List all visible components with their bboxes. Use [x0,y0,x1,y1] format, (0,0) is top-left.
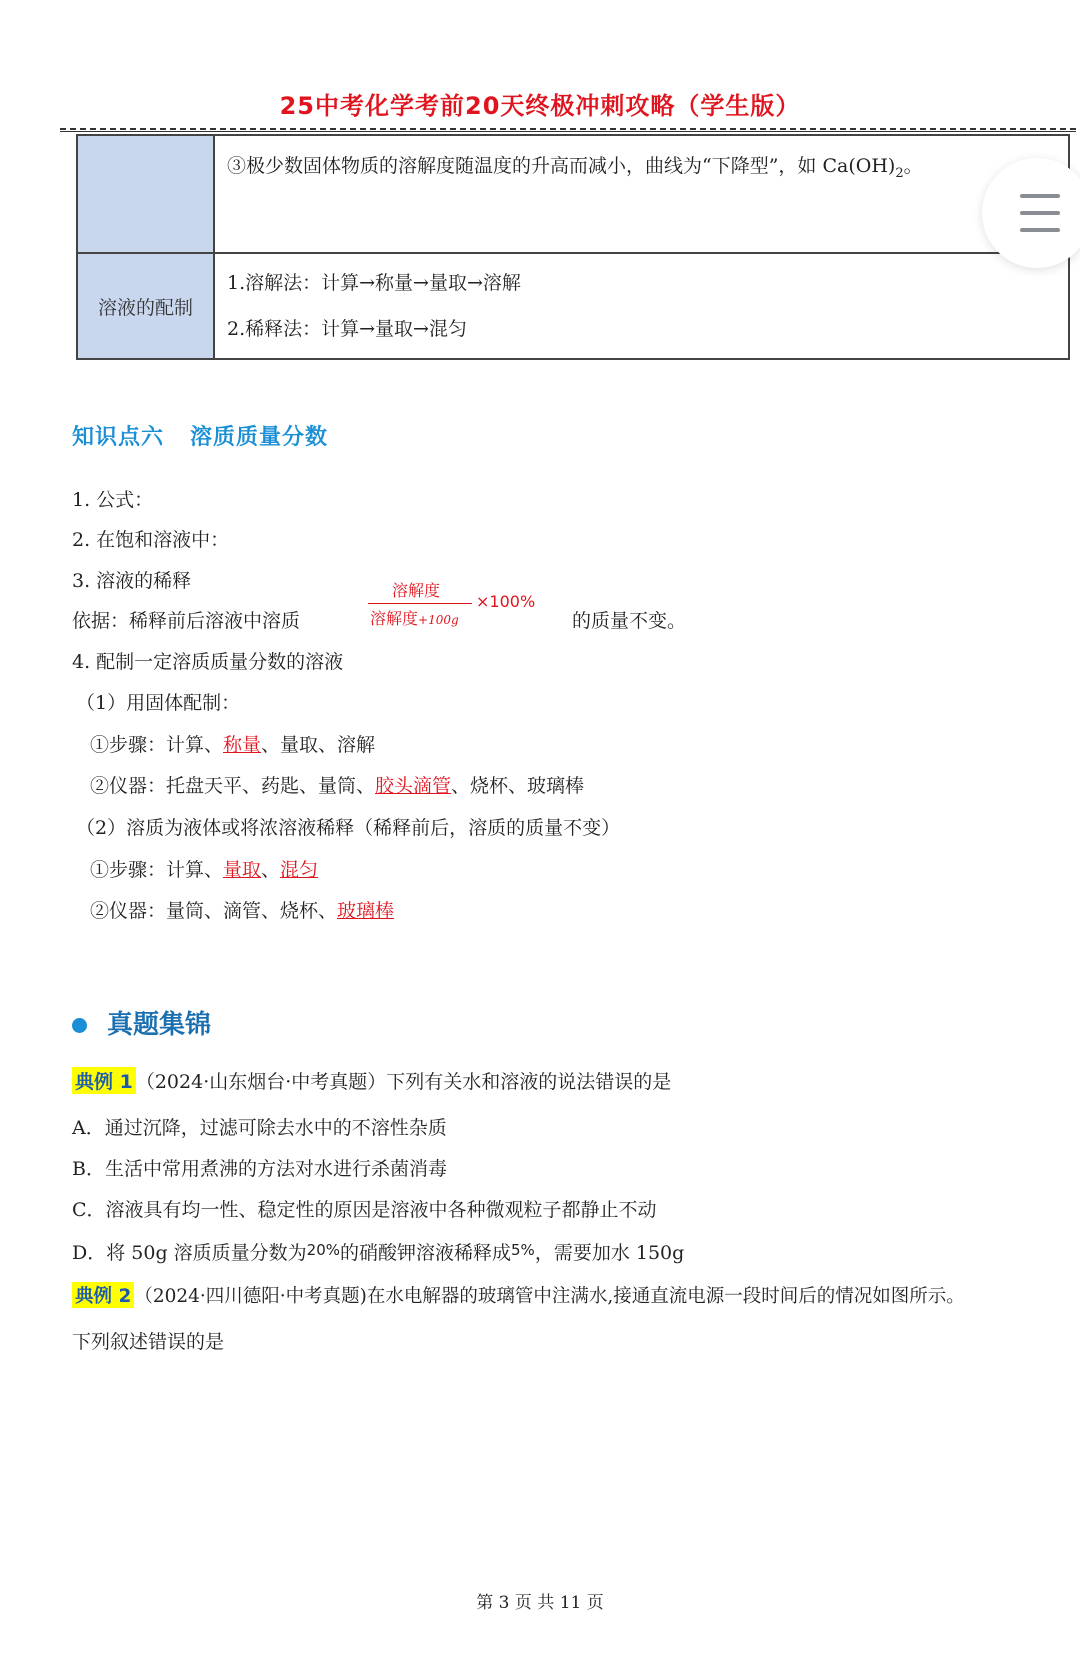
formula-numerator: 溶解度 [392,581,441,600]
option-d-text-mid: 的硝酸钾溶液稀释成 [340,1242,512,1264]
solubility-decrease-text: ③极少数固体物质的溶解度随温度的升高而减小，曲线为“下降型”，如 Ca(OH) [227,155,896,177]
table-content-cell [214,135,1069,253]
formula-multiplier: ×100% [476,592,536,611]
question-text: （2024·山东烟台·中考真题）下列有关水和溶液的说法错误的是 [135,1071,672,1093]
separator: 、 [261,859,281,881]
prepare-liquid-steps [90,855,318,882]
option-d-text-end: ，需要加水 150g [534,1242,685,1264]
exam-heading-text: 真题集锦 [107,1010,212,1040]
prepare-solid-steps [90,730,375,757]
item-prepare: 4. 配制一定溶质质量分数的溶液 [72,651,344,673]
instruments-text: ②仪器：量筒、滴管、烧杯、 [90,900,338,922]
page-number: 第 3 页 共 11 页 [476,1593,604,1613]
section-title: 溶质质量分数 [190,425,329,450]
section-label: 知识点六 [72,425,165,450]
page-header-title: 25中考化学考前20天终极冲刺攻略（学生版） [279,92,801,120]
solubility-fraction-formula [368,578,538,628]
exam-section-heading [72,1004,211,1041]
prepare-liquid-instruments [90,896,394,923]
period: 。 [903,155,923,177]
fraction-bar [368,603,472,604]
answer-glass-rod: 玻璃棒 [337,900,395,922]
answer-dropper: 胶头滴管 [375,775,452,797]
example-2-question [72,1282,965,1308]
option-a[interactable]: A．通过沉降，过滤可除去水中的不溶性杂质 [72,1117,447,1139]
percent-5: 5% [511,1241,535,1259]
table-category-cell: 溶液的配制 [77,253,214,359]
example-badge: 典例 1 [72,1067,136,1094]
dilution-basis [72,606,300,633]
denominator-text: 溶解度 [370,609,419,628]
steps-text: ①步骤：计算、 [90,859,224,881]
answer-weigh: 称量 [223,734,262,756]
percent-20: 20% [306,1241,340,1259]
instruments-text-end: 、烧杯、玻璃棒 [451,775,585,797]
header-divider [60,128,1076,130]
table-row [77,135,1069,253]
denominator-addend: +100g [418,613,459,627]
question-text: （2024·四川德阳·中考真题)在水电解器的玻璃管中注满水,接通直流电源一段时间后的情况如图所示。 [134,1286,965,1307]
item-dilution: 3. 溶液的稀释 [72,570,192,592]
steps-text-end: 、量取、溶解 [261,734,376,756]
item-saturated: 2. 在饱和溶液中： [72,529,230,551]
table-category-cell [77,135,214,253]
subscript-2: 2 [895,165,904,181]
knowledge-table [76,134,1070,360]
example-2-question-cont: 下列叙述错误的是 [72,1331,225,1353]
prepare-liquid: （2）溶质为液体或将浓溶液稀释（稀释前后，溶质的质量不变） [76,817,621,839]
dilute-method: 2.稀释法：计算→量取→混匀 [227,318,467,340]
table-row [77,253,1069,359]
prepare-solid-instruments [90,771,584,798]
header-divider-solid [60,131,1076,132]
item-formula: 1. 公式： [72,489,154,511]
answer-mix: 混匀 [280,859,319,881]
bullet-dot-icon [72,1018,87,1033]
dissolve-method: 1.溶解法：计算→称量→量取→溶解 [227,272,521,294]
option-b[interactable]: B．生活中常用煮沸的方法对水进行杀菌消毒 [72,1158,447,1180]
option-d-text: D．将 50g 溶质质量分数为 [72,1242,307,1264]
answer-measure: 量取 [223,859,262,881]
table-content-cell [214,253,1069,359]
prepare-solid: （1）用固体配制： [76,692,241,714]
option-c[interactable]: C．溶液具有均一性、稳定性的原因是溶液中各种微观粒子都静止不动 [72,1199,657,1221]
example-1-question [72,1067,671,1094]
option-d[interactable] [72,1238,684,1265]
formula-denominator [370,606,459,629]
instruments-text: ②仪器：托盘天平、药匙、量筒、 [90,775,376,797]
basis-suffix: 的质量不变。 [572,610,687,632]
basis-prefix: 依据：稀释前后溶液中溶质 [72,610,301,632]
section-heading [72,420,328,451]
steps-text: ①步骤：计算、 [90,734,224,756]
example-badge: 典例 2 [72,1282,134,1308]
